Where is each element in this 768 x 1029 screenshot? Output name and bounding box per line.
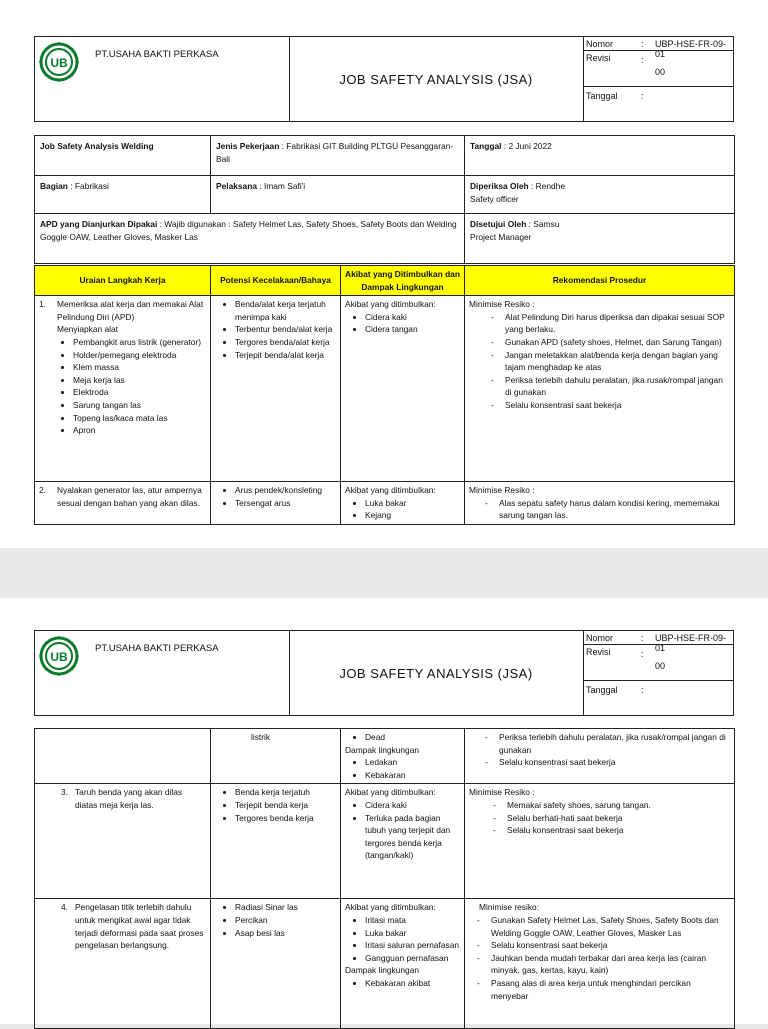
- company-name: PT.USAHA BAKTI PERKASA: [95, 643, 219, 654]
- list-item: • Terluka pada bagian tubuh yang terjepit dan tergores benda kerja (tangan/kaki): [365, 812, 460, 862]
- bagian-value: : Fabrikasi: [67, 181, 109, 191]
- jsa-steps-table-page-1: [34, 265, 735, 525]
- meta-revisi: Revisi : 00: [583, 645, 733, 681]
- list-item: • Topeng las/kaca mata las: [73, 412, 206, 425]
- step-1-rec-label: Minimise Resiko :: [469, 299, 535, 310]
- jsa-table-page-1: [34, 135, 735, 264]
- list-item: • Cidera kaki: [365, 799, 460, 812]
- step-3-text: 3. Taruh benda yang akan dilas diatas meja kerja las.: [61, 787, 183, 810]
- list-item: - Alas sepatu safety harus dalam kondisi kering, mememakai sarung tangan las.: [499, 497, 730, 522]
- list-item: • Luka bakar: [365, 927, 460, 940]
- column-header-akibat: Akibat yang Ditimbulkan dan Dampak Lingkungan: [341, 266, 465, 296]
- step-2-hazard-continued: listrik: [251, 732, 271, 742]
- list-item: • Dead: [365, 731, 460, 744]
- step-1-subheading: Menyiapkan alat: [57, 324, 118, 335]
- list-item: • Gangguan pernafasan: [365, 952, 460, 965]
- list-item: • Radiasi Sinar las: [235, 901, 336, 914]
- step-3-effects-list: [345, 799, 460, 862]
- step-4-text: 4. Pengelasan titik terlebih dahulu untuk mengikat awal agar tidak terjadi deformasi pada saat proses pengelasan berlangsung.: [61, 902, 204, 951]
- step-2-rec-continued: [469, 731, 730, 769]
- svg-text:UB: UB: [50, 56, 68, 70]
- list-item: • Asap besi las: [235, 927, 336, 940]
- list-item: • Tergores benda/alat kerja: [235, 336, 336, 349]
- step-4-rec-list: [469, 914, 730, 1002]
- header-meta-cell: [583, 37, 733, 121]
- step-1-text: 1. Memeriksa alat kerja dan memakai Alat Pelindung Diri (APD) Menyiapkan alat: [39, 299, 204, 335]
- list-item: • Meja kerja las: [73, 374, 206, 387]
- meta-revisi: Revisi : 00: [583, 51, 733, 87]
- list-item: • Benda kerja terjatuh: [235, 786, 336, 799]
- list-item: • Pembangkit arus listrik (generator): [73, 336, 206, 349]
- document-header: [34, 36, 734, 122]
- step-4-rec-label: Minimise resiko:: [479, 902, 540, 913]
- header-company-cell: [35, 37, 290, 121]
- info-row-3: APD yang Dianjurkan Dipakai : Wajib digunakan : Safety Helmet Las, Safety Shoes, Safety Boots dan Welding Goggle OAW, Leather Gloves, Masker Las Disetujui Oleh : Samsu Project Manager: [35, 214, 735, 264]
- step-3-rec-list: [469, 799, 730, 837]
- meta-tanggal: Tanggal :: [586, 685, 644, 695]
- step-3-row: [35, 784, 735, 899]
- step-2-effects-label: Akibat yang ditimbulkan:: [345, 485, 436, 496]
- step-2-env-label: Dampak lingkungan: [345, 744, 420, 755]
- diperiksa-value: : Rendhe: [528, 181, 565, 191]
- company-logo-icon: [39, 636, 79, 676]
- info-row-2: Bagian : Fabrikasi Pelaksana : Imam Safi'i Diperiksa Oleh : Rendhe Safety officer: [35, 176, 735, 214]
- page-gap: [0, 548, 768, 598]
- step-4-env-label: Dampak lingkungan: [345, 965, 420, 976]
- meta-nomor: Nomor : UBP-HSE-FR-09-01: [583, 631, 733, 645]
- document-header-page-2: [34, 630, 734, 716]
- step-1-hazard-list: [215, 298, 336, 361]
- column-header-rekomendasi: Rekomendasi Prosedur: [465, 266, 735, 296]
- list-item: • Terbentur benda/alat kerja: [235, 323, 336, 336]
- list-item: • Holder/pemegang elektroda: [73, 349, 206, 362]
- document-page-2: [0, 598, 768, 1024]
- step-2-hazard-list: [215, 484, 336, 509]
- list-item: - Memakai safety shoes, sarung tangan.: [507, 799, 730, 812]
- step-3-hazard-list: [215, 786, 336, 824]
- list-item: • Arus pendek/konsleting: [235, 484, 336, 497]
- step-1-tool-list: [39, 336, 206, 437]
- step-2-effects-list: [345, 497, 460, 522]
- list-item: • Apron: [73, 424, 206, 437]
- list-item: • Kebakaran: [365, 769, 460, 782]
- list-item: • Terjepit benda kerja: [235, 799, 336, 812]
- list-item: - Jauhkan benda mudah terbakar dari area kerja las (cairan minyak, gas, kertas, kayu, kain): [491, 952, 730, 977]
- diperiksa-role: Safety officer: [470, 193, 519, 204]
- list-item: - Jangan meletakkan alat/benda kerja dengan bagian yang tajam menghadap ke atas: [505, 349, 730, 374]
- document-title: JOB SAFETY ANALYSIS (JSA): [339, 665, 533, 681]
- step-1-effects-label: Akibat yang ditimbulkan:: [345, 299, 436, 310]
- jsa-steps-table-page-2: [34, 728, 735, 1029]
- list-item: • Benda/alat kerja terjatuh menimpa kaki: [235, 298, 336, 323]
- disetujui-value: : Samsu: [526, 219, 560, 229]
- header-title-cell: [289, 37, 584, 121]
- step-3-effects-label: Akibat yang ditimbulkan:: [345, 787, 436, 798]
- header-company-cell: [35, 631, 290, 715]
- company-logo-icon: [39, 42, 79, 82]
- disetujui-role: Project Manager: [470, 231, 532, 242]
- list-item: • Luka bakar: [365, 497, 460, 510]
- list-item: • Sarung tangan las: [73, 399, 206, 412]
- jsa-title-label: Job Safety Analysis Welding: [40, 141, 154, 151]
- list-item: - Periksa terlebih dahulu peralatan, jika rusak/rompal jangan di gunakan: [499, 731, 730, 756]
- apd-value: : Wajib digunakan : Safety Helmet Las, Safety Shoes, Safety Boots dan Welding Goggle OAW, Leather Gloves, Masker Las: [40, 219, 457, 242]
- list-item: • Terjepit benda/alat kerja: [235, 349, 336, 362]
- step-1-row: [35, 296, 735, 482]
- step-4-env-list: [345, 977, 460, 990]
- list-item: • Percikan: [235, 914, 336, 927]
- list-item: • Cidera tangan: [365, 323, 460, 336]
- column-header-potensi: Potensi Kecelakaan/Bahaya: [211, 266, 341, 296]
- step-1-rec-list: [469, 311, 730, 412]
- list-item: • Ledakan: [365, 756, 460, 769]
- step-1-effects-list: [345, 311, 460, 336]
- step-4-effects-list: [345, 914, 460, 964]
- company-name: PT.USAHA BAKTI PERKASA: [95, 49, 219, 60]
- info-row-1: Job Safety Analysis Welding Jenis Pekerjaan : Fabrikasi GIT Building PLTGU Pesanggaran-Bali Tanggal : 2 Juni 2022: [35, 136, 735, 176]
- list-item: • Kejang: [365, 509, 460, 522]
- list-item: - Selalu konsentrasi saat bekerja: [491, 939, 730, 952]
- tanggal-value: : 2 Juni 2022: [501, 141, 552, 151]
- list-item: • Kebakaran akibat: [365, 977, 460, 990]
- list-item: • Tersengat arus: [235, 497, 336, 510]
- column-header-row: [35, 266, 735, 296]
- list-item: - Periksa terlebih dahulu peralatan, jika rusak/rompal jangan di gunakan: [505, 374, 730, 399]
- list-item: - Gunakan Safety Helmet Las, Safety Shoes, Safety Boots dan Welding Goggle OAW, Leather Gloves, Masker Las: [491, 914, 730, 939]
- svg-text:UB: UB: [50, 650, 68, 664]
- list-item: - Gunakan APD (safety shoes, Helmet, dan Sarung Tangan): [505, 336, 730, 349]
- header-title-cell: [289, 631, 584, 715]
- step-4-row: [35, 899, 735, 1029]
- list-item: • Iritasi mata: [365, 914, 460, 927]
- pelaksana-value: : Imam Safi'i: [256, 181, 306, 191]
- list-item: • Iritasi saluran pernafasan: [365, 939, 460, 952]
- meta-tanggal: Tanggal :: [586, 91, 644, 101]
- step-2-row: [35, 482, 735, 525]
- step-4-effects-label: Akibat yang ditimbulkan:: [345, 902, 436, 913]
- document-title: JOB SAFETY ANALYSIS (JSA): [339, 71, 533, 87]
- list-item: - Selalu konsentrasi saat bekerja: [499, 756, 730, 769]
- list-item: - Selalu konsentrasi saat bekerja: [505, 399, 730, 412]
- step-3-rec-label: Minimise Resiko :: [469, 787, 535, 798]
- step-4-hazard-list: [215, 901, 336, 939]
- list-item: - Selalu konsentrasi saat bekerja: [507, 824, 730, 837]
- list-item: - Alat Pelindung Diri harus diperiksa dan dipakai sesuai SOP yang berlaku.: [505, 311, 730, 336]
- step-2-env-list: [345, 756, 460, 781]
- jenis-pekerjaan-value: : Fabrikasi GIT Building PLTGU Pesanggaran-Bali: [216, 141, 454, 164]
- list-item: • Klem massa: [73, 361, 206, 374]
- meta-nomor: Nomor : UBP-HSE-FR-09-01: [583, 37, 733, 51]
- list-item: - Pasang alas di area kerja untuk menghindari percikan menyebar: [491, 977, 730, 1002]
- list-item: - Selalu berhati-hati saat bekerja: [507, 812, 730, 825]
- list-item: • Elektroda: [73, 386, 206, 399]
- header-meta-cell: [583, 631, 733, 715]
- step-2-rec-list: [469, 497, 730, 522]
- list-item: • Cidera kaki: [365, 311, 460, 324]
- list-item: • Tergores benda kerja: [235, 812, 336, 825]
- column-header-uraian: Uraian Langkah Kerja: [35, 266, 211, 296]
- step-2-rec-label: Minimise Resiko :: [469, 485, 535, 496]
- step-2-text: 2. Nyalakan generator las, atur ampernya sesuai dengan bahan yang akan dilas.: [39, 485, 202, 508]
- step-2-effects-continued: [345, 731, 460, 744]
- step-2-continued-row: [35, 729, 735, 784]
